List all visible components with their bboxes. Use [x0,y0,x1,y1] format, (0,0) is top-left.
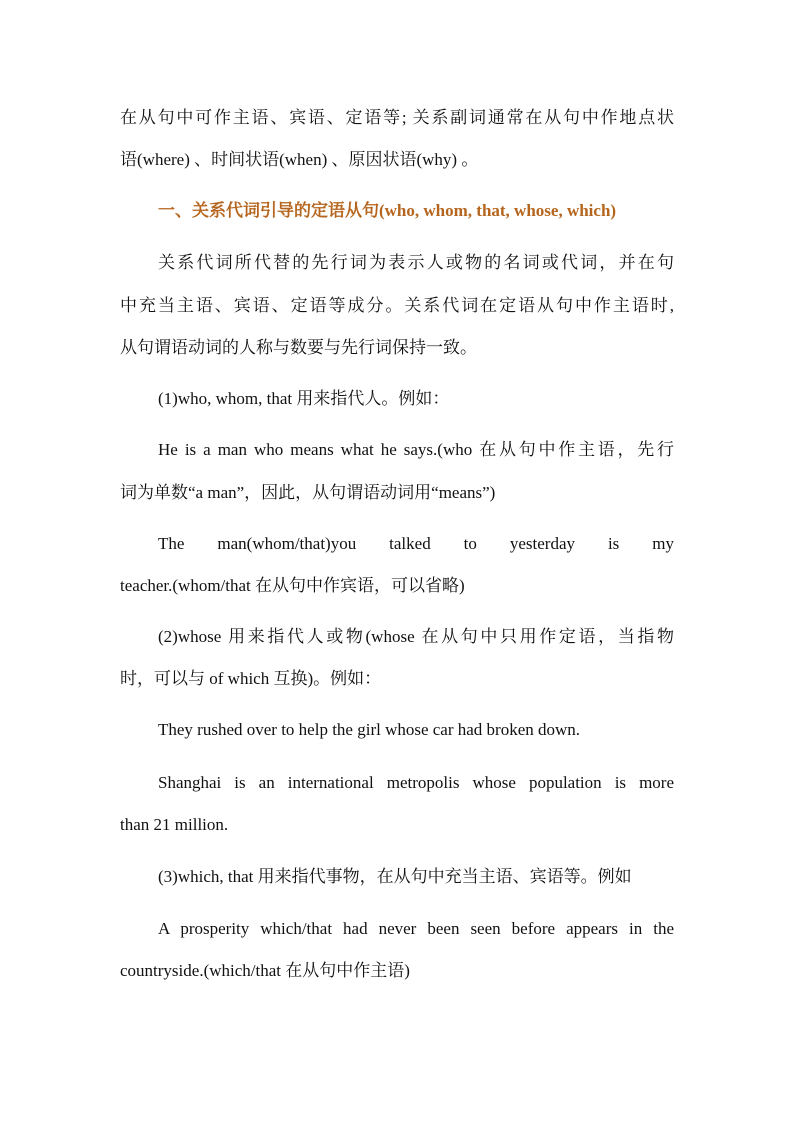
paragraph-line: 时，可以与 of which 互换)。例如： [120,669,382,688]
paragraph-line: 从句谓语动词的人称与数要与先行词保持一致。 [120,338,477,357]
example-line: teacher.(whom/that 在从句中作宾语，可以省略) [120,576,465,595]
example-line: countryside.(which/that 在从句中作主语) [120,961,410,980]
example-line: Shanghai is an international metropolis whose population is more [158,773,674,792]
example-line: The man(whom/that)you talked to yesterday is my [158,534,674,553]
paragraph-line: 关系代词所代替的先行词为表示人或物的名词或代词，并在句 [158,253,674,272]
paragraph-line: 语(where) 、时间状语(when) 、原因状语(why) 。 [120,150,479,169]
section-heading: 一、关系代词引导的定语从句(who, whom, that, whose, which) [158,201,617,220]
paragraph-line: 中充当主语、宾语、定语等成分。关系代词在定语从句中作主语时, [120,296,674,315]
example-line: than 21 million. [120,815,229,834]
example-line: 词为单数“a man”，因此，从句谓语动词用“means”) [120,483,496,502]
paragraph-line: 在从句中可作主语、宾语、定语等; 关系副词通常在从句中作地点状 [120,108,674,127]
example-line: He is a man who means what he says.(who 在从句中作主语，先行 [158,440,674,459]
paragraph-line: (3)which, that 用来指代事物，在从句中充当主语、宾语等。例如 [158,867,632,886]
example-line: They rushed over to help the girl whose car had broken down. [158,720,581,739]
paragraph-line: (2)whose 用来指代人或物(whose 在从句中只用作定语，当指物 [158,627,674,646]
paragraph-line: (1)who, whom, that 用来指代人。例如： [158,389,450,408]
example-line: A prosperity which/that had never been seen before appears in the [158,919,674,938]
